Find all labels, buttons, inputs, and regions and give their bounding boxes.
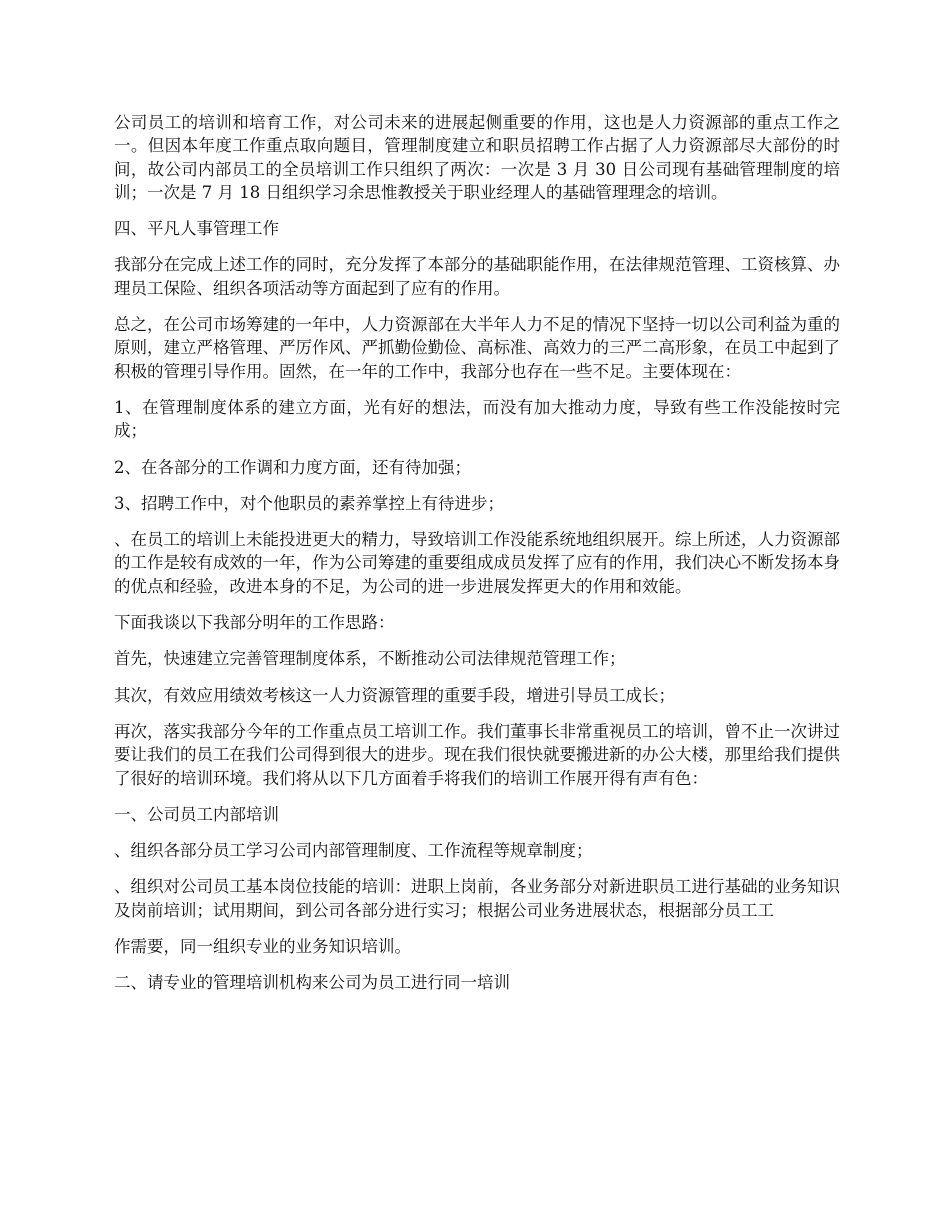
paragraph-next-year-intro: 下面我谈以下我部分明年的工作思路： bbox=[114, 613, 395, 633]
paragraph-basic-functions: 我部分在完成上述工作的同时，充分发挥了本部分的基础职能作用，在法律规范管理、工资核算、办理员工保险、组织各项活动等方面起到了应有的作用。 bbox=[114, 255, 840, 298]
paragraph-first: 首先，快速建立完善管理制度体系，不断推动公司法律规范管理工作； bbox=[114, 649, 626, 669]
list-item-shortcoming-2: 2、在各部分的工作调和力度方面，还有待加强； bbox=[114, 457, 471, 477]
paragraph-summary: 总之，在公司市场筹建的一年中，人力资源部在大半年人力不足的情况下坚持一切以公司利益为重的原则，建立严格管理、严厉作风、严抓勤俭勤俭、高标准、高效力的三严二高形象，在员工中起到了积极的管理引导作用。固然，在一年的工作中，我部分也存在一些不足。主要体现在： bbox=[114, 315, 840, 381]
paragraph-conclusion: 、在员工的培训上未能投进更大的精力，导致培训工作没能系统地组织展开。综上所述，人力资源部的工作是较有成效的一年，作为公司筹建的重要组成成员发挥了应有的作用，我们决心不断发扬本身的优点和经验，改进本身的不足，为公司的进一步进展发挥更大的作用和效能。 bbox=[114, 530, 840, 596]
paragraph-training: 公司员工的培训和培育工作，对公司未来的进展起侧重要的作用，这也是人力资源部的重点工作之一。但因本年度工作重点取向题目，管理制度建立和职员招聘工作占据了人力资源部尽大部份的时间，故公司内部员工的全员培训工作只组织了两次：一次是 3 月 30 日公司现有基础管理制度的培训；一次是 7 月 18 日组织学习余思惟教授关于职业经理人的基础管理理念的培训。 bbox=[114, 113, 840, 202]
list-item-internal-1: 、组织各部分员工学习公司内部管理制度、工作流程等规章制度； bbox=[114, 841, 593, 861]
paragraph-continuation: 作需要，同一组织专业的业务知识培训。 bbox=[114, 937, 411, 957]
section-heading-external-training: 二、请专业的管理培训机构来公司为员工进行同一培训 bbox=[114, 973, 510, 993]
list-item-shortcoming-1: 1、在管理制度体系的建立方面，光有好的想法，而没有加大推动力度，导致有些工作没能按时完成； bbox=[114, 397, 840, 441]
document-page bbox=[114, 111, 840, 1008]
list-item-internal-2: 、组织对公司员工基本岗位技能的培训：进职上岗前，各业务部分对新进职员工进行基础的业务知识及岗前培训；试用期间，到公司各部分进行实习；根据公司业务进展状态，根据部分员工工 bbox=[114, 877, 840, 920]
list-item-shortcoming-3: 3、招聘工作中，对个他职员的素养掌控上有待进步； bbox=[114, 493, 504, 513]
section-heading-routine-hr: 四、平凡人事管理工作 bbox=[114, 219, 279, 239]
paragraph-third: 再次，落实我部分今年的工作重点员工培训工作。我们董事长非常重视员工的培训，曾不止一次讲过要让我们的员工在我们公司得到很大的进步。现在我们很快就要搬进新的办公大楼，那里给我们提供了很好的培训环境。我们将从以下几方面着手将我们的培训工作展开得有声有色： bbox=[114, 721, 840, 788]
section-heading-internal-training: 一、公司员工内部培训 bbox=[114, 804, 279, 824]
paragraph-second: 其次，有效应用绩效考核这一人力资源管理的重要手段，增进引导员工成长； bbox=[114, 685, 675, 705]
